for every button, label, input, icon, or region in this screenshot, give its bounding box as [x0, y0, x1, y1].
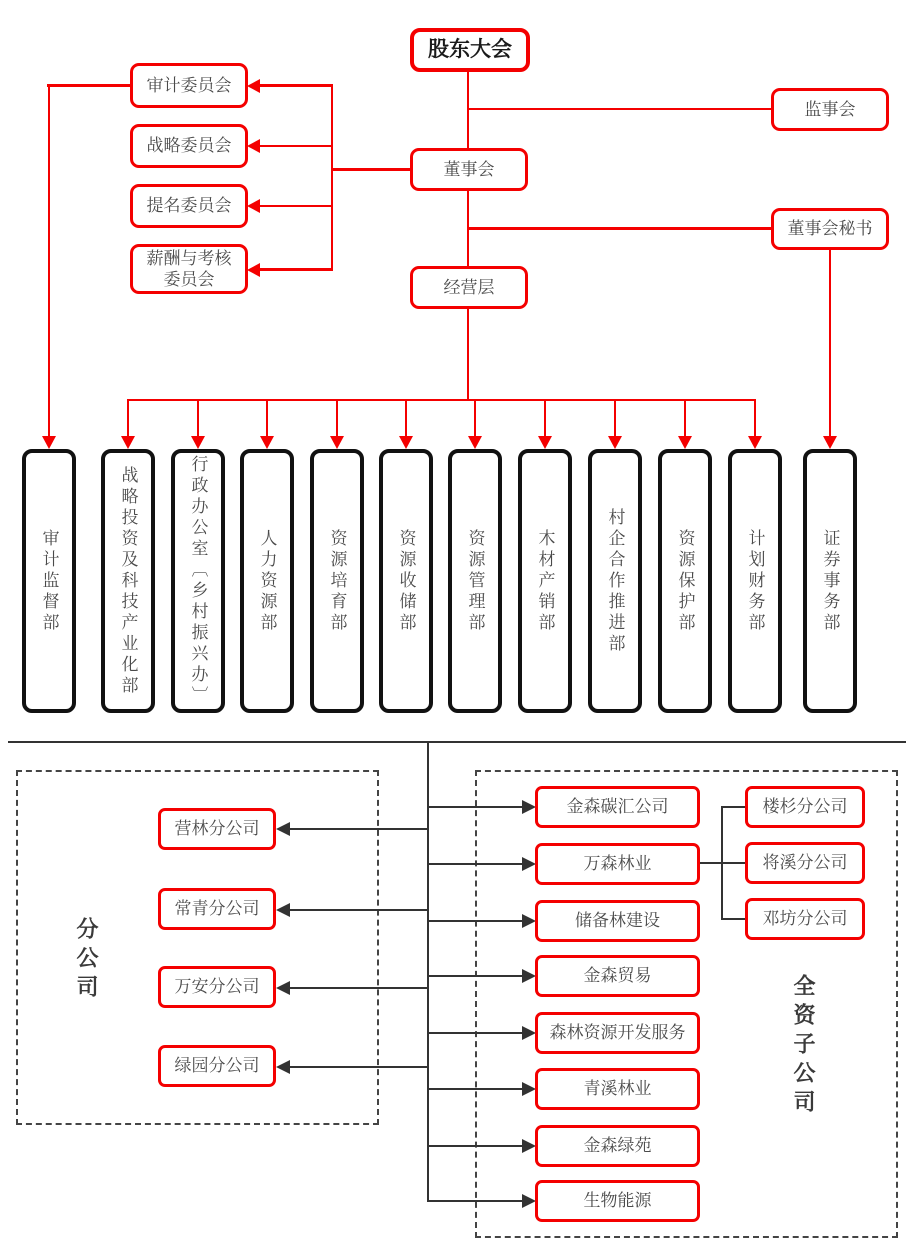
node-sub-branch — [745, 898, 865, 940]
node-label: 金森绿苑 — [583, 1136, 652, 1156]
node-department — [310, 449, 364, 713]
node-label: 常青分公司 — [174, 899, 260, 919]
connector-line — [544, 399, 547, 438]
node-label: 邓坊分公司 — [762, 909, 848, 929]
node-label: 审计监督部 — [39, 528, 59, 634]
connector-line — [428, 1200, 522, 1202]
connector-line — [127, 399, 130, 438]
node-label: 万安分公司 — [174, 977, 260, 997]
arrowhead — [522, 914, 536, 928]
arrowhead — [538, 436, 552, 449]
arrowhead — [522, 1026, 536, 1040]
arrowhead — [823, 436, 837, 449]
node-branch-company — [158, 966, 276, 1008]
arrowhead — [276, 1060, 290, 1074]
arrowhead — [522, 800, 536, 814]
node-label: 金森碳汇公司 — [566, 797, 669, 817]
node-label: 监事会 — [804, 99, 856, 119]
node-subsidiary — [535, 900, 700, 942]
arrowhead — [522, 857, 536, 871]
arrowhead — [399, 436, 413, 449]
arrowhead — [42, 436, 56, 449]
connector-line — [829, 248, 832, 438]
node-label: 森林资源开发服务 — [549, 1023, 686, 1043]
node-label: 人力资源部 — [257, 528, 277, 634]
node-shareholders-meeting — [410, 28, 530, 72]
node-label: 薪酬与考核委员会 — [146, 248, 232, 289]
connector-line — [428, 975, 522, 977]
connector-line — [266, 399, 269, 438]
arrowhead — [330, 436, 344, 449]
node-department — [448, 449, 502, 713]
node-label: 提名委员会 — [146, 196, 232, 216]
node-committee-nomination — [130, 184, 248, 228]
arrowhead — [247, 139, 260, 153]
node-sub-branch — [745, 842, 865, 884]
connector-line — [127, 399, 757, 402]
arrowhead — [276, 981, 290, 995]
node-label: 村企合作推进部 — [605, 507, 625, 655]
node-department — [379, 449, 433, 713]
node-branch-company — [158, 808, 276, 850]
arrowhead — [276, 822, 290, 836]
section-divider — [8, 741, 906, 744]
node-committee-remuneration — [130, 244, 248, 294]
node-label: 股东大会 — [428, 37, 512, 61]
arrowhead — [468, 436, 482, 449]
node-board-of-directors — [410, 148, 528, 191]
arrowhead — [522, 969, 536, 983]
node-label: 楼杉分公司 — [762, 797, 848, 817]
node-committee-audit — [130, 63, 248, 108]
node-label: 储备林建设 — [575, 911, 660, 931]
connector-line — [428, 1145, 522, 1147]
connector-line — [428, 806, 522, 808]
connector-line — [289, 909, 428, 911]
connector-line — [684, 399, 687, 438]
node-department — [171, 449, 225, 713]
connector-line — [467, 227, 772, 230]
node-subsidiary — [535, 1012, 700, 1054]
node-management-level — [410, 266, 528, 309]
node-subsidiary — [535, 1068, 700, 1110]
connector-line — [467, 108, 772, 111]
node-department — [22, 449, 76, 713]
node-label: 董事会 — [443, 159, 495, 179]
node-label: 资源保护部 — [675, 528, 695, 634]
node-subsidiary — [535, 843, 700, 885]
node-label: 生物能源 — [583, 1191, 652, 1211]
node-label: 资源收储部 — [396, 528, 416, 634]
node-committee-strategy — [130, 124, 248, 168]
connector-line — [428, 863, 522, 865]
node-branch-company — [158, 1045, 276, 1087]
node-label: 证券事务部 — [820, 528, 840, 634]
node-label: 绿园分公司 — [174, 1056, 260, 1076]
node-label: 行政办公室〔乡村振兴办〕 — [188, 455, 208, 707]
connector-line — [467, 70, 470, 400]
connector-line — [331, 168, 411, 171]
node-label: 资源培育部 — [327, 528, 347, 634]
connector-line — [259, 205, 332, 208]
node-label: 战略委员会 — [146, 136, 232, 156]
node-subsidiary — [535, 955, 700, 997]
arrowhead — [260, 436, 274, 449]
connector-line — [336, 399, 339, 438]
connector-line — [474, 399, 477, 438]
node-department — [658, 449, 712, 713]
arrowhead — [678, 436, 692, 449]
connector-line — [614, 399, 617, 438]
arrowhead — [247, 199, 260, 213]
arrowhead — [608, 436, 622, 449]
node-label: 万森林业 — [583, 854, 652, 874]
arrowhead — [522, 1194, 536, 1208]
subsidiaries-frame — [475, 770, 898, 1238]
connector-line — [721, 806, 746, 808]
branch-companies-group-label: 分公司 — [74, 917, 99, 1004]
subsidiaries-group-label: 全资子公司 — [791, 974, 816, 1119]
node-subsidiary — [535, 1180, 700, 1222]
arrowhead — [522, 1139, 536, 1153]
connector-line — [197, 399, 200, 438]
connector-line — [259, 145, 332, 148]
arrowhead — [276, 903, 290, 917]
node-sub-branch — [745, 786, 865, 828]
connector-line — [754, 399, 757, 438]
arrowhead — [748, 436, 762, 449]
node-department — [728, 449, 782, 713]
connector-line — [428, 1032, 522, 1034]
node-board-secretary — [771, 208, 889, 250]
node-label: 将溪分公司 — [762, 853, 848, 873]
arrowhead — [191, 436, 205, 449]
connector-line — [289, 1066, 428, 1068]
connector-line — [721, 918, 746, 920]
node-department — [588, 449, 642, 713]
node-department — [803, 449, 857, 713]
connector-line — [428, 1088, 522, 1090]
connector-line — [289, 987, 428, 989]
arrowhead — [247, 263, 260, 277]
arrowhead — [121, 436, 135, 449]
arrowhead — [247, 79, 260, 93]
node-department — [518, 449, 572, 713]
node-label: 资源管理部 — [465, 528, 485, 634]
node-label: 金森贸易 — [583, 966, 652, 986]
connector-line — [721, 806, 723, 920]
node-label: 青溪林业 — [583, 1079, 652, 1099]
node-label: 计划财务部 — [745, 528, 765, 634]
node-label: 董事会秘书 — [787, 219, 873, 239]
connector-line — [289, 828, 428, 830]
connector-line — [331, 84, 334, 271]
connector-line — [427, 741, 429, 1202]
connector-line — [428, 920, 522, 922]
node-label: 经营层 — [443, 277, 495, 297]
connector-line — [405, 399, 408, 438]
node-branch-company — [158, 888, 276, 930]
connector-line — [259, 84, 332, 87]
connector-line — [47, 84, 131, 87]
node-label: 战略投资及科技产业化部 — [118, 465, 138, 697]
node-label: 营林分公司 — [174, 819, 260, 839]
node-supervisory-board — [771, 88, 889, 131]
node-subsidiary — [535, 786, 700, 828]
node-department — [101, 449, 155, 713]
node-department — [240, 449, 294, 713]
node-label: 木材产销部 — [535, 528, 555, 634]
node-subsidiary — [535, 1125, 700, 1167]
connector-line — [259, 268, 332, 271]
node-label: 审计委员会 — [146, 75, 232, 95]
connector-line — [48, 84, 51, 437]
arrowhead — [522, 1082, 536, 1096]
